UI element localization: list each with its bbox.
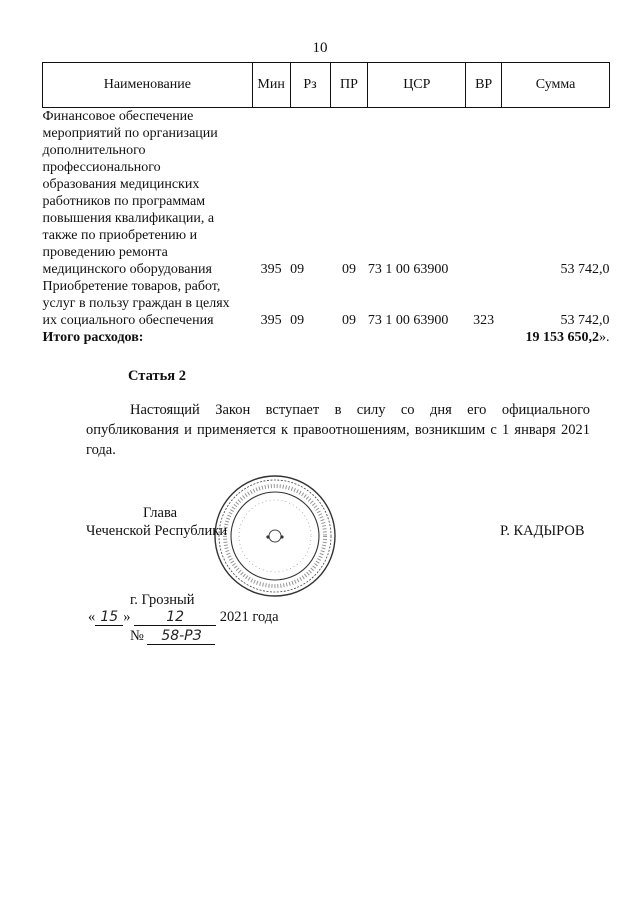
- signatory-name: Р. КАДЫРОВ: [500, 523, 585, 539]
- table-header-row: [43, 63, 610, 108]
- row-name-line: повышения квалификации, а: [42, 211, 215, 226]
- row-sum: 53 742,0: [560, 313, 610, 328]
- row-name-line: профессионального: [42, 160, 161, 175]
- date-day: 15: [95, 610, 123, 626]
- header-min: Мин: [252, 63, 290, 108]
- header-vr: ВР: [466, 63, 502, 108]
- row-name-line: проведению ремонта: [42, 245, 168, 260]
- row-name-line: Финансовое обеспечение: [42, 109, 194, 124]
- row-rz: 09: [290, 313, 305, 328]
- signature-position-line2: Чеченской Республики: [86, 523, 228, 539]
- row-name-line: работников по программам: [42, 194, 206, 209]
- official-seal: [212, 473, 338, 599]
- header-sum: Сумма: [502, 63, 610, 108]
- total-suffix: ».: [599, 330, 610, 345]
- article-text: Настоящий Закон вступает в силу со дня его официального опубликования и применяется к правоотношениям, возникшим с 1 января 2021 года.: [86, 402, 590, 458]
- date-quote-open: «: [88, 609, 96, 625]
- signing-city: г. Грозный: [130, 592, 195, 608]
- date-month: 12: [134, 610, 216, 626]
- total-label: Итого расходов:: [42, 330, 144, 345]
- page-number: 10: [312, 40, 328, 56]
- header-name: Наименование: [43, 63, 253, 108]
- row-sum: 53 742,0: [560, 262, 610, 277]
- total-sum-cell: [466, 329, 610, 346]
- table-row: [43, 108, 610, 279]
- row-name: [43, 108, 253, 279]
- law-number-label: №: [130, 628, 144, 644]
- row-vr: [466, 108, 502, 279]
- row-name-line: также по приобретению и: [42, 228, 198, 243]
- date-year: 2021 года: [219, 609, 279, 625]
- header-rz: Рз: [290, 63, 330, 108]
- budget-table: [42, 62, 610, 346]
- row-name: [43, 278, 253, 329]
- row-name-line: образования медицинских: [42, 177, 200, 192]
- row-name-line: их социального обеспечения: [42, 313, 214, 328]
- table-total-row: [43, 329, 610, 346]
- table-row: [43, 278, 610, 329]
- signature-position-line1: Глава: [143, 505, 178, 521]
- date-quote-close: »: [123, 609, 131, 625]
- law-number-line: [130, 628, 215, 645]
- header-csr: ЦСР: [368, 63, 466, 108]
- header-pr: ПР: [330, 63, 368, 108]
- row-name-line: медицинского оборудования: [42, 262, 212, 277]
- row-name-line: Приобретение товаров, работ,: [42, 279, 221, 294]
- row-name-line: услуг в пользу граждан в целях: [42, 296, 230, 311]
- row-csr: 73 1 00 63900: [367, 262, 449, 277]
- row-rz: 09: [290, 262, 305, 277]
- row-pr: 09: [341, 313, 356, 328]
- row-name-line: дополнительного: [42, 143, 146, 158]
- row-min: 395: [260, 313, 282, 328]
- article-title: Статья 2: [128, 368, 186, 384]
- signing-date: [88, 609, 279, 626]
- row-min: 395: [260, 262, 282, 277]
- total-sum: 19 153 650,2: [525, 330, 599, 345]
- row-name-line: мероприятий по организации: [42, 126, 218, 141]
- row-csr: 73 1 00 63900: [367, 313, 449, 328]
- row-vr: 323: [473, 313, 495, 328]
- row-pr: 09: [341, 262, 356, 277]
- law-number: 58-РЗ: [147, 629, 215, 645]
